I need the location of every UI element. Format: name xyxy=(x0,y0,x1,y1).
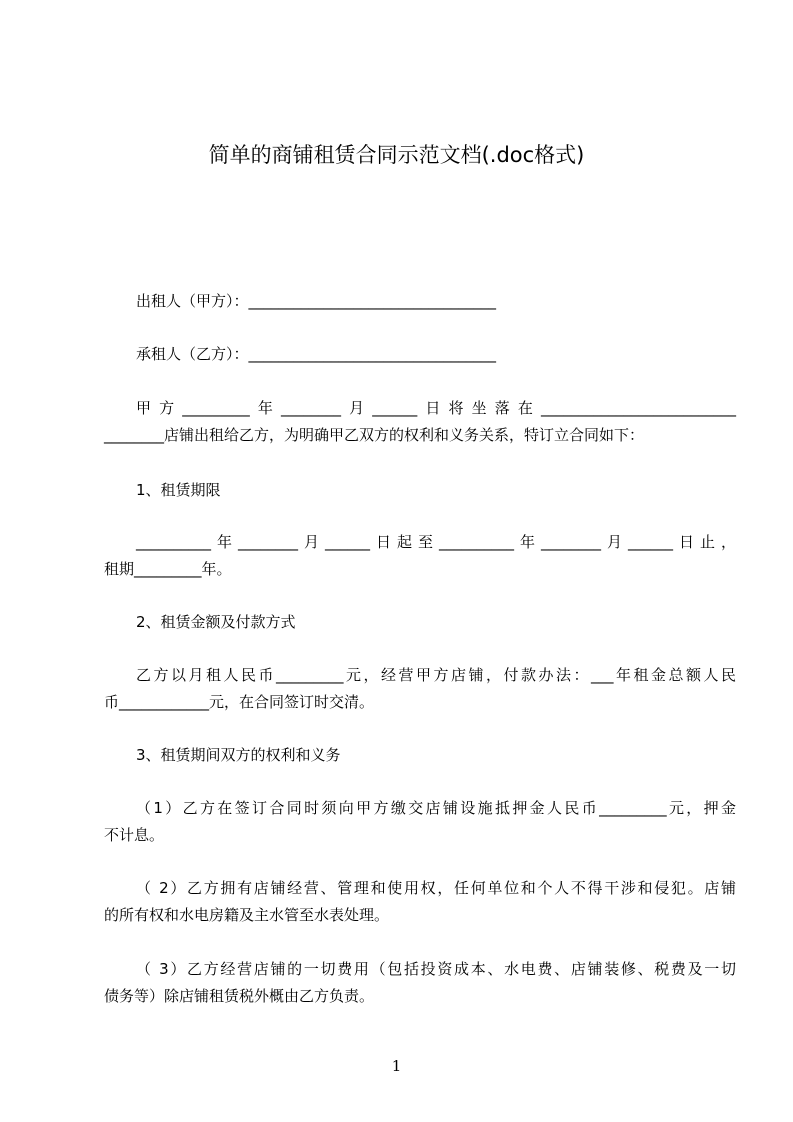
clause-3-line-1: （ 3）乙方经营店铺的一切费用（包括投资成本、水电费、店铺装修、税费及一切 xyxy=(136,960,736,978)
page-number: 1 xyxy=(391,1057,402,1075)
payment-line-2: 币____________元，在合同签订时交清。 xyxy=(104,693,375,711)
lessee-line: 承租人（乙方）：_________________________________ xyxy=(136,345,497,363)
section-heading-1: 1、租赁期限 xyxy=(136,481,221,499)
clause-2-line-1: （ 2）乙方拥有店铺经营、管理和使用权，任何单位和个人不得干涉和侵犯。店铺 xyxy=(136,879,736,897)
clause-1-line-1: （1）乙方在签订合同时须向甲方缴交店铺设施抵押金人民币_________元，押金 xyxy=(136,799,736,817)
clause-1-line-2: 不计息。 xyxy=(104,826,165,844)
term-line-1: __________年________月______日起至__________年________月______日止， xyxy=(136,533,736,551)
clause-3-line-2: 债务等）除店铺租赁税外概由乙方负责。 xyxy=(104,987,375,1005)
intro-line-1: 甲方_________年________月______日将坐落在__________________________ xyxy=(136,399,736,417)
document-title: 简单的商铺租赁合同示范文档(.doc格式) xyxy=(208,143,585,167)
intro-line-2: ________店铺出租给乙方，为明确甲乙双方的权利和义务关系，特订立合同如下： xyxy=(104,426,645,444)
term-line-2: 租期_________年。 xyxy=(104,560,232,578)
section-heading-2: 2、租赁金额及付款方式 xyxy=(136,613,296,631)
clause-2-line-2: 的所有权和水电房籍及主水管至水表处理。 xyxy=(104,906,390,924)
section-heading-3: 3、租赁期间双方的权利和义务 xyxy=(136,746,341,764)
payment-line-1: 乙方以月租人民币_________元，经营甲方店铺，付款办法：___年租金总额人民 xyxy=(136,666,736,684)
lessor-line: 出租人（甲方）：_________________________________ xyxy=(136,292,497,310)
